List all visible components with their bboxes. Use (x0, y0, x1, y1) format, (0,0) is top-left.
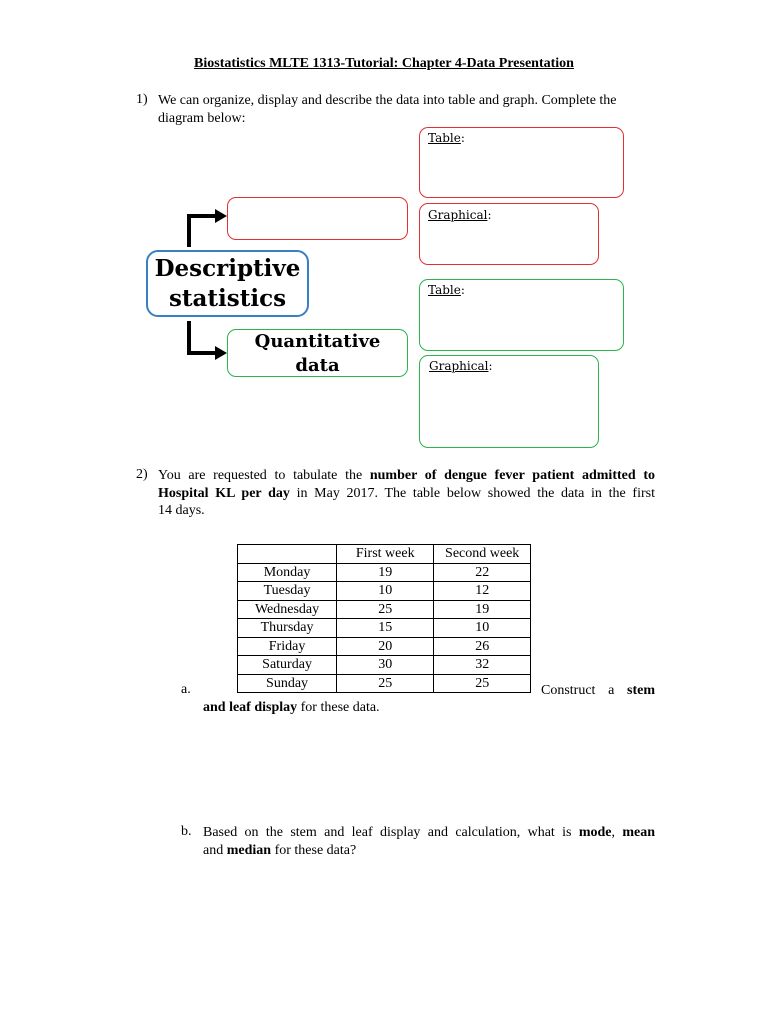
table-value-cell: 25 (337, 674, 434, 693)
table-day-cell: Saturday (238, 656, 337, 675)
table-day-cell: Tuesday (238, 582, 337, 601)
question-1-number: 1) (136, 92, 148, 107)
table-value-cell: 15 (337, 619, 434, 638)
table-day-cell: Friday (238, 637, 337, 656)
question-1-line-1: We can organize, display and describe the data into table and graph. Complete the (158, 93, 617, 108)
question-2-line-2: Hospital KL per day in May 2017. The table below showed the data in the first (158, 485, 655, 501)
top-table-label: Table: (428, 131, 465, 145)
question-1-text (158, 92, 658, 127)
table-value-cell: 10 (337, 582, 434, 601)
table-row (238, 674, 531, 693)
dengue-data-table (237, 544, 531, 693)
table-value-cell: 20 (337, 637, 434, 656)
top-arrow-head (215, 209, 227, 223)
page-title: Biostatistics MLTE 1313-Tutorial: Chapter 4-Data Presentation (194, 56, 574, 71)
top-graphical-answer-box[interactable] (419, 203, 599, 265)
question-2-number: 2) (136, 467, 148, 482)
question-1-line-2: diagram below: (158, 110, 246, 126)
quantitative-data-line-1: Quantitative (254, 331, 381, 352)
descriptive-statistics-line-1: Descriptive (154, 255, 301, 282)
table-value-cell: 25 (434, 674, 531, 693)
table-row (238, 600, 531, 619)
part-a-line-1: Construct a stem (541, 683, 655, 698)
table-header-cell: First week (337, 545, 434, 564)
bottom-arrow-head (215, 346, 227, 360)
bottom-graphical-label: Graphical: (429, 359, 493, 373)
table-value-cell: 22 (434, 563, 531, 582)
question-2-line-3: 14 days. (158, 503, 205, 518)
bottom-table-answer-box[interactable] (419, 279, 624, 351)
top-branch-blank-box[interactable] (227, 197, 408, 240)
table-row (238, 656, 531, 675)
bottom-table-label: Table: (428, 283, 465, 297)
table-value-cell: 19 (337, 563, 434, 582)
table-value-cell: 30 (337, 656, 434, 675)
question-2-line-1: You are requested to tabulate the number of dengue fever patient admitted to (158, 468, 655, 483)
table-value-cell: 25 (337, 600, 434, 619)
bottom-connector-line (189, 321, 216, 353)
part-b-label: b. (181, 824, 192, 839)
part-a-label: a. (181, 682, 191, 697)
quantitative-data-box (227, 329, 408, 377)
top-table-answer-box[interactable] (419, 127, 624, 198)
descriptive-statistics-line-2: statistics (168, 285, 287, 312)
table-day-cell: Monday (238, 563, 337, 582)
bottom-graphical-answer-box[interactable] (419, 355, 599, 448)
table-day-cell: Wednesday (238, 600, 337, 619)
part-b-text (203, 824, 655, 859)
table-value-cell: 12 (434, 582, 531, 601)
table-day-cell: Sunday (238, 674, 337, 693)
table-header-row (238, 545, 531, 564)
top-graphical-label: Graphical: (428, 208, 492, 222)
part-b-line-1: Based on the stem and leaf display and calculation, what is mode, mean (203, 825, 655, 840)
table-row (238, 582, 531, 601)
table-row (238, 563, 531, 582)
part-a-line-2: and leaf display for these data. (203, 700, 380, 715)
question-2-text (158, 467, 655, 520)
table-value-cell: 10 (434, 619, 531, 638)
table-value-cell: 26 (434, 637, 531, 656)
descriptive-statistics-box (146, 250, 309, 317)
part-b-line-2: and median for these data? (203, 842, 357, 858)
table-header-cell (238, 545, 337, 564)
table-value-cell: 19 (434, 600, 531, 619)
table-header-cell: Second week (434, 545, 531, 564)
quantitative-data-line-2: data (295, 355, 340, 376)
table-value-cell: 32 (434, 656, 531, 675)
table-row (238, 637, 531, 656)
top-connector-line (189, 216, 216, 247)
table-day-cell: Thursday (238, 619, 337, 638)
table-row (238, 619, 531, 638)
